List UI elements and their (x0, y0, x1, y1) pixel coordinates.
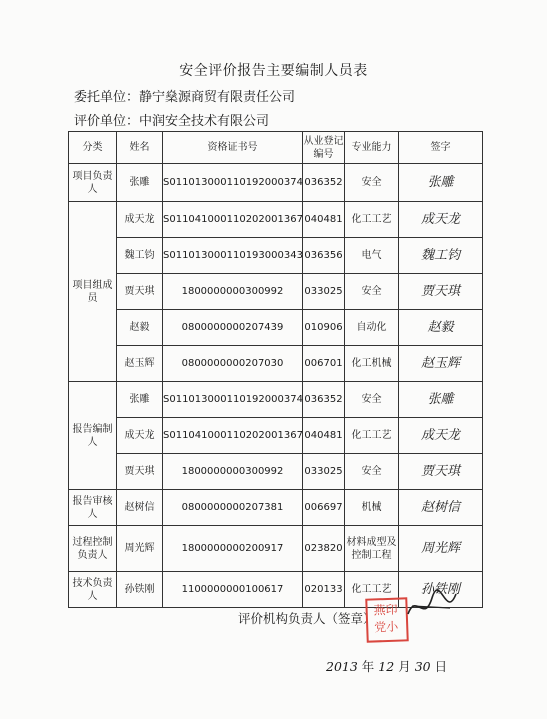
cert-cell: 0800000000207439 (163, 310, 303, 346)
signature: 赵玉辉 (399, 346, 483, 382)
signature: 成天龙 (399, 418, 483, 454)
name-cell: 赵树信 (117, 490, 163, 526)
name-cell: 魏工钧 (117, 238, 163, 274)
table-row (69, 164, 483, 202)
category-cell: 项目组成员 (69, 202, 117, 382)
skill-cell: 安全 (345, 274, 399, 310)
name-cell: 成天龙 (117, 418, 163, 454)
cert-cell: S011013000110192000374 (163, 382, 303, 418)
cert-cell: S011041000110202001367 (163, 202, 303, 238)
reg-cell: 040481 (303, 418, 345, 454)
signature: 周光辉 (399, 526, 483, 572)
signature: 魏工钧 (399, 238, 483, 274)
reg-cell: 040481 (303, 202, 345, 238)
name-cell: 成天龙 (117, 202, 163, 238)
table-row (69, 382, 483, 418)
signature: 赵树信 (399, 490, 483, 526)
day-char: 日 (434, 659, 448, 674)
signature: 孙铁刚 (399, 572, 483, 608)
table-row (69, 238, 483, 274)
table-row (69, 274, 483, 310)
date-day: 30 (414, 659, 431, 674)
skill-cell: 材料成型及控制工程 (345, 526, 399, 572)
name-cell: 张雕 (117, 382, 163, 418)
date-year: 2013 (326, 659, 358, 674)
name-cell: 贾天琪 (117, 274, 163, 310)
skill-cell: 自动化 (345, 310, 399, 346)
reg-cell: 010906 (303, 310, 345, 346)
table-row (69, 346, 483, 382)
document-title: 安全评价报告主要编制人员表 (179, 63, 368, 79)
reg-cell: 036352 (303, 164, 345, 202)
reg-cell: 036356 (303, 238, 345, 274)
skill-cell: 化工工艺 (345, 202, 399, 238)
header-name: 姓名 (117, 132, 163, 164)
client-unit: 委托单位：静宁燊源商贸有限责任公司 (74, 90, 296, 105)
cert-cell: 1800000000300992 (163, 454, 303, 490)
name-cell: 孙铁刚 (117, 572, 163, 608)
table-header-row (69, 132, 483, 164)
year-char: 年 (361, 659, 375, 674)
personnel-table (68, 131, 483, 608)
skill-cell: 安全 (345, 454, 399, 490)
reg-cell: 023820 (303, 526, 345, 572)
month-char: 月 (398, 659, 411, 674)
cert-cell: 0800000000207030 (163, 346, 303, 382)
cert-cell: 1800000000200917 (163, 526, 303, 572)
signature: 贾天琪 (399, 454, 483, 490)
category-cell: 技术负责人 (69, 572, 117, 608)
signature: 赵毅 (399, 310, 483, 346)
signature: 成天龙 (399, 202, 483, 238)
name-cell: 赵毅 (117, 310, 163, 346)
skill-cell: 安全 (345, 164, 399, 202)
cert-cell: S011041000110202001367 (163, 418, 303, 454)
reg-cell: 036352 (303, 382, 345, 418)
skill-cell: 化工机械 (345, 346, 399, 382)
table-row (69, 454, 483, 490)
header-category: 分类 (69, 132, 117, 164)
skill-cell: 化工工艺 (345, 572, 399, 608)
reg-cell: 006701 (303, 346, 345, 382)
table-row (69, 202, 483, 238)
cert-cell: S011013000110193000343 (163, 238, 303, 274)
cert-cell: 0800000000207381 (163, 490, 303, 526)
name-cell: 张雕 (117, 164, 163, 202)
reg-cell: 020133 (303, 572, 345, 608)
skill-cell: 电气 (345, 238, 399, 274)
org-head-signature-label: 评价机构负责人（签章） (238, 611, 376, 626)
table-row (69, 526, 483, 572)
name-cell: 赵玉辉 (117, 346, 163, 382)
signature: 张雕 (399, 164, 483, 202)
cert-cell: 1800000000300992 (163, 274, 303, 310)
skill-cell: 机械 (345, 490, 399, 526)
cert-cell: S011013000110192000374 (163, 164, 303, 202)
category-cell: 项目负责人 (69, 164, 117, 202)
header-reg: 从业登记编号 (303, 132, 345, 164)
cert-cell: 1100000000100617 (163, 572, 303, 608)
evaluator-unit: 评价单位：中润安全技术有限公司 (74, 114, 270, 129)
table-row (69, 310, 483, 346)
category-cell: 报告审核人 (69, 490, 117, 526)
name-cell: 贾天琪 (117, 454, 163, 490)
reg-cell: 033025 (303, 454, 345, 490)
reg-cell: 006697 (303, 490, 345, 526)
header-sign: 签字 (399, 132, 483, 164)
signature: 贾天琪 (399, 274, 483, 310)
name-cell: 周光辉 (117, 526, 163, 572)
date-month: 12 (378, 659, 395, 674)
category-cell: 报告编制人 (69, 382, 117, 490)
table-row (69, 490, 483, 526)
seal-text: 燕印 党小 (373, 602, 399, 635)
handwritten-signature-head (402, 584, 460, 628)
category-cell: 过程控制负责人 (69, 526, 117, 572)
table-row (69, 418, 483, 454)
header-skill: 专业能力 (345, 132, 399, 164)
skill-cell: 化工工艺 (345, 418, 399, 454)
reg-cell: 033025 (303, 274, 345, 310)
skill-cell: 安全 (345, 382, 399, 418)
date-line (326, 657, 447, 675)
header-cert: 资格证书号 (163, 132, 303, 164)
signature: 张雕 (399, 382, 483, 418)
